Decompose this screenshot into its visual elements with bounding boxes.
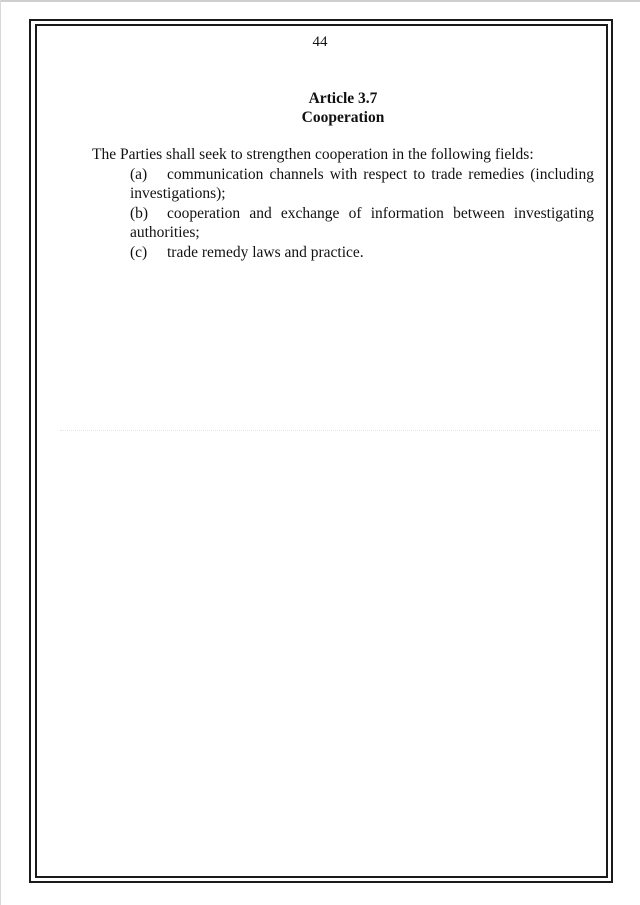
list-item-text: communication channels with respect to trade remedies (including investigations);	[130, 165, 594, 202]
list-item-label: (a)	[130, 165, 148, 183]
list-item-label: (c)	[130, 243, 148, 261]
list-item	[130, 243, 594, 263]
list-item	[130, 204, 594, 243]
scan-noise-line	[60, 430, 600, 432]
list-item-label: (b)	[130, 204, 149, 222]
article-heading	[0, 89, 640, 127]
scan-edge	[0, 0, 640, 2]
page-number: 44	[312, 34, 328, 50]
list-item-text: trade remedy laws and practice.	[167, 243, 364, 261]
intro-paragraph: The Parties shall seek to strengthen cooperation in the following fields:	[92, 146, 534, 163]
list-item	[130, 165, 594, 204]
article-body	[92, 145, 594, 262]
article-number: Article 3.7	[308, 90, 378, 107]
scan-edge	[0, 0, 1, 905]
article-title: Cooperation	[301, 109, 385, 126]
list-item-text: cooperation and exchange of information between investigating authorities;	[130, 204, 594, 241]
